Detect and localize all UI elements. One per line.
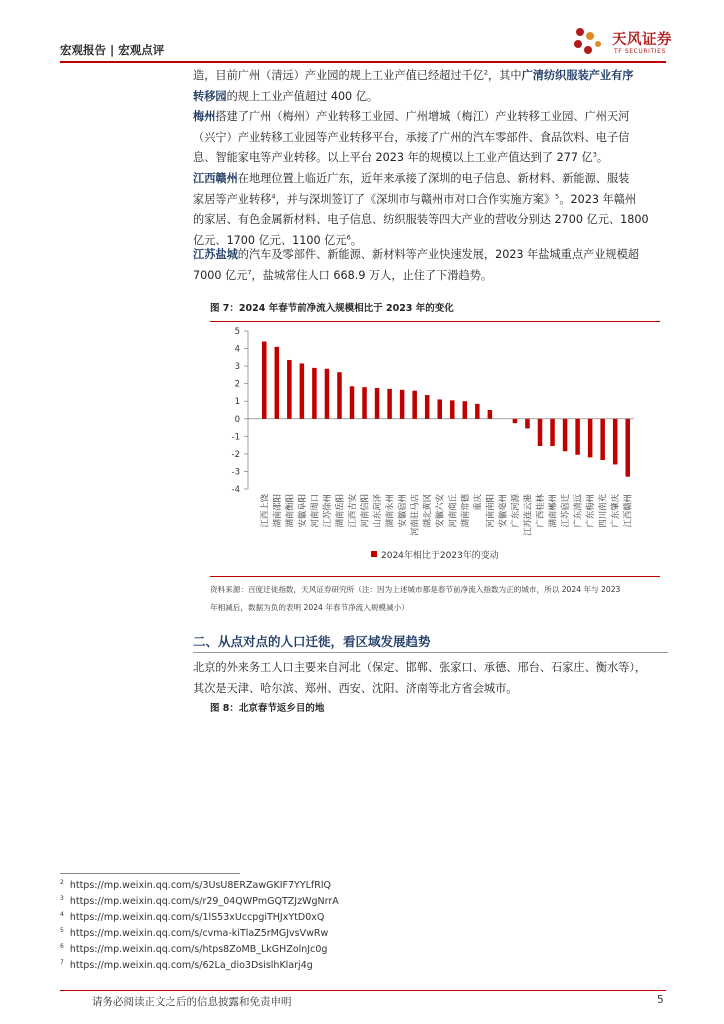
footnote-number: 4	[60, 910, 64, 918]
x-tick-label: 河南商丘	[447, 494, 458, 528]
brand-subtitle: TF SECURITIES	[614, 48, 666, 55]
x-tick-label: 广东肇庆	[610, 494, 621, 528]
bar-湖南邵阳	[275, 347, 280, 419]
bar-四川南充	[600, 419, 605, 460]
footnote-number: 6	[60, 942, 64, 950]
footnote-number: 5	[60, 926, 64, 934]
bar-河南周口	[312, 368, 317, 419]
y-tick-label: -1	[231, 432, 240, 443]
x-tick-label: 安徽亳州	[497, 494, 508, 528]
x-tick-label: 广东梅州	[585, 494, 596, 528]
bar-江西赣州	[625, 419, 630, 477]
x-tick-label: 河南南阳	[484, 494, 495, 528]
footnote-number: 7	[60, 958, 64, 966]
figure7-caption: 图 7：2024 年春节前净流入规模相比于 2023 年的变化	[210, 303, 454, 314]
y-tick-label: 1	[234, 397, 240, 408]
x-tick-label: 安徽阜阳	[296, 494, 307, 528]
x-tick-label: 河南信阳	[359, 494, 370, 528]
bar-江西吉安	[350, 386, 355, 418]
bar-湖南衡阳	[287, 360, 292, 419]
footnote-link[interactable]: https://mp.weixin.qq.com/s/62La_dio3DsislhKlarj4g	[69, 960, 313, 971]
footnote-link[interactable]: https://mp.weixin.qq.com/s/r29_04QWPmGQTZJzWgNrrA	[69, 896, 339, 907]
footnote-item[interactable]	[60, 944, 327, 955]
x-tick-label: 广东清远	[572, 494, 583, 528]
footnote-item[interactable]	[60, 928, 328, 939]
footnote-divider	[60, 873, 240, 874]
x-tick-label: 湖南邵阳	[271, 494, 282, 528]
footnote-number: 2	[60, 878, 64, 886]
figure7-bottom-rule	[210, 576, 660, 577]
footnote-item[interactable]	[60, 880, 331, 891]
y-tick-label: -3	[231, 467, 240, 478]
footer-divider	[60, 990, 666, 991]
figure7-bar-chart	[210, 323, 660, 573]
bar-广东肇庆	[613, 419, 618, 465]
section-divider	[193, 652, 668, 653]
bar-山东菏泽	[375, 388, 380, 419]
y-tick-label: 0	[234, 414, 240, 425]
bar-湖南郴州	[550, 419, 555, 446]
x-tick-label: 湖南衡阳	[284, 494, 295, 528]
footnote-link[interactable]: https://mp.weixin.qq.com/s/cvma-kiTlaZ5rMGJvsVwRw	[69, 928, 329, 939]
bar-广西桂林	[538, 419, 543, 446]
bar-安徽宿州	[400, 390, 405, 419]
page-number: 5	[657, 994, 664, 1006]
x-tick-label: 江西吉安	[347, 494, 357, 528]
footnote-link[interactable]: https://mp.weixin.qq.com/s/htps8ZoMB_LkGHZolnJc0g	[69, 944, 328, 955]
footer-disclaimer: 请务必阅读正文之后的信息披露和免责申明	[92, 996, 292, 1008]
bar-江苏宿迁	[563, 419, 568, 451]
x-tick-label: 湖南岳阳	[334, 494, 345, 528]
footnote-item[interactable]	[60, 960, 313, 971]
figure8-caption: 图 8：北京春节返乡目的地	[210, 703, 325, 714]
x-tick-label: 江苏宿迁	[560, 494, 571, 528]
x-tick-label: 安徽六安	[434, 494, 445, 528]
bar-重庆	[475, 404, 480, 419]
y-tick-label: 4	[234, 344, 240, 355]
bar-湖南常德	[463, 401, 468, 419]
bar-湖北黄冈	[425, 395, 430, 419]
figure7-source: 资料来源：百度迁徙指数，天风证券研究所（注：因为上述城市都是春节前净流入指数为正的城市，所以 2024 年与 2023 年相减后，数据为负的表明 2024 年春节净流入规模减小）	[210, 585, 621, 612]
bar-湖南永州	[387, 389, 392, 419]
legend-swatch	[371, 551, 377, 557]
bar-湖南岳阳	[337, 372, 342, 419]
paragraph-meizhou: 梅州搭建了广州（梅州）产业转移工业园、广州增城（梅江）产业转移工业园、广州天河 （兴宁）产业转移工业园等产业转移平台，承接了广州的汽车零部件、食品饮料、电子信 息、智能家电等产业转移。以上平台 2023 年的规模以上工业产值达到了 277 亿$^3$。	[193, 110, 630, 164]
y-tick-label: -2	[231, 449, 240, 460]
paragraph-yancheng: 江苏盐城的汽车及零部件、新能源、新材料等产业快速发展，2023 年盐城重点产业规模超 7000 亿元$^7$，盐城常住人口 668.9 万人，止住了下滑趋势。	[193, 248, 639, 282]
y-tick-label: -4	[231, 485, 240, 495]
footnote-item[interactable]	[60, 896, 339, 907]
paragraph-guangqing: 造，目前广州（清远）产业园的规上工业产值已经超过千亿$^2$，其中广清纺织服装产业有序 转移园的规上工业产值超过 400 亿。	[193, 68, 634, 103]
bar-江苏徐州	[325, 369, 330, 419]
x-tick-label: 江苏连云港	[522, 494, 533, 536]
bar-江西上饶	[262, 342, 267, 419]
bar-河南驻马店	[412, 391, 417, 419]
section-heading: 二、从点对点的人口迁徙，看区域发展趋势	[193, 634, 431, 649]
footnote-link[interactable]: https://mp.weixin.qq.com/s/3UsU8ERZawGKIF7YYLfRlQ	[69, 880, 331, 891]
x-tick-label: 江苏徐州	[321, 494, 332, 528]
x-tick-label: 湖南常德	[459, 494, 470, 528]
x-tick-label: 广西桂林	[535, 494, 545, 528]
y-tick-label: 5	[234, 327, 240, 337]
report-category: 宏观报告 | 宏观点评	[60, 43, 165, 57]
x-tick-label: 山东菏泽	[372, 494, 383, 528]
x-tick-label: 湖北黄冈	[422, 494, 433, 528]
x-tick-label: 江西赣州	[622, 494, 633, 528]
footnote-number: 3	[60, 894, 64, 902]
x-tick-label: 四川南充	[597, 494, 608, 528]
bar-河南商丘	[450, 400, 455, 418]
y-tick-label: 3	[234, 362, 240, 373]
footnote-link[interactable]: https://mp.weixin.qq.com/s/1lS53xUccpgiTHJxYtD0xQ	[69, 912, 325, 923]
x-tick-label: 河南周口	[309, 494, 320, 528]
bar-安徽阜阳	[300, 363, 305, 418]
header-divider	[60, 61, 666, 63]
bar-广东梅州	[588, 419, 593, 458]
legend-label: 2024年相比于2023年的变动	[381, 551, 499, 561]
y-tick-label: 2	[234, 379, 240, 390]
x-tick-label: 湖南永州	[384, 494, 395, 528]
footnote-item[interactable]	[60, 912, 324, 923]
x-tick-label: 河南驻马店	[409, 494, 420, 536]
x-tick-label: 广东河源	[509, 494, 520, 528]
x-tick-label: 湖南郴州	[547, 494, 558, 528]
x-tick-label: 重庆	[472, 494, 483, 511]
bar-江苏连云港	[525, 419, 530, 429]
paragraph-beijing: 北京的外来务工人口主要来自河北（保定、邯郸、张家口、承德、邢台、石家庄、衡水等）， 其次是天津、哈尔滨、郑州、西安、沈阳、济南等北方省会城市。	[193, 661, 647, 695]
x-tick-label: 江西上饶	[259, 494, 270, 528]
brand-name: 天风证券	[612, 32, 672, 48]
bar-河南南阳	[488, 410, 493, 419]
bar-广东清远	[575, 419, 580, 455]
bar-河南信阳	[362, 387, 367, 419]
bar-安徽六安	[437, 399, 442, 418]
x-tick-label: 安徽宿州	[397, 494, 408, 528]
paragraph-ganzhou: 江西赣州在地理位置上临近广东，近年来承接了深圳的电子信息、新材料、新能源、服装 家居等产业转移$^4$，并与深圳签订了《深圳市与赣州市对口合作实施方案》$^5$。2023 年赣州 的家居、有色金属新材料、电子信息、纺织服装等四大产业的营收分别达 2700 亿元、1800 亿元、1700 亿元、1100 亿元$^6$。	[193, 172, 649, 247]
figure7-top-rule	[210, 321, 660, 322]
bar-广东河源	[513, 419, 518, 423]
